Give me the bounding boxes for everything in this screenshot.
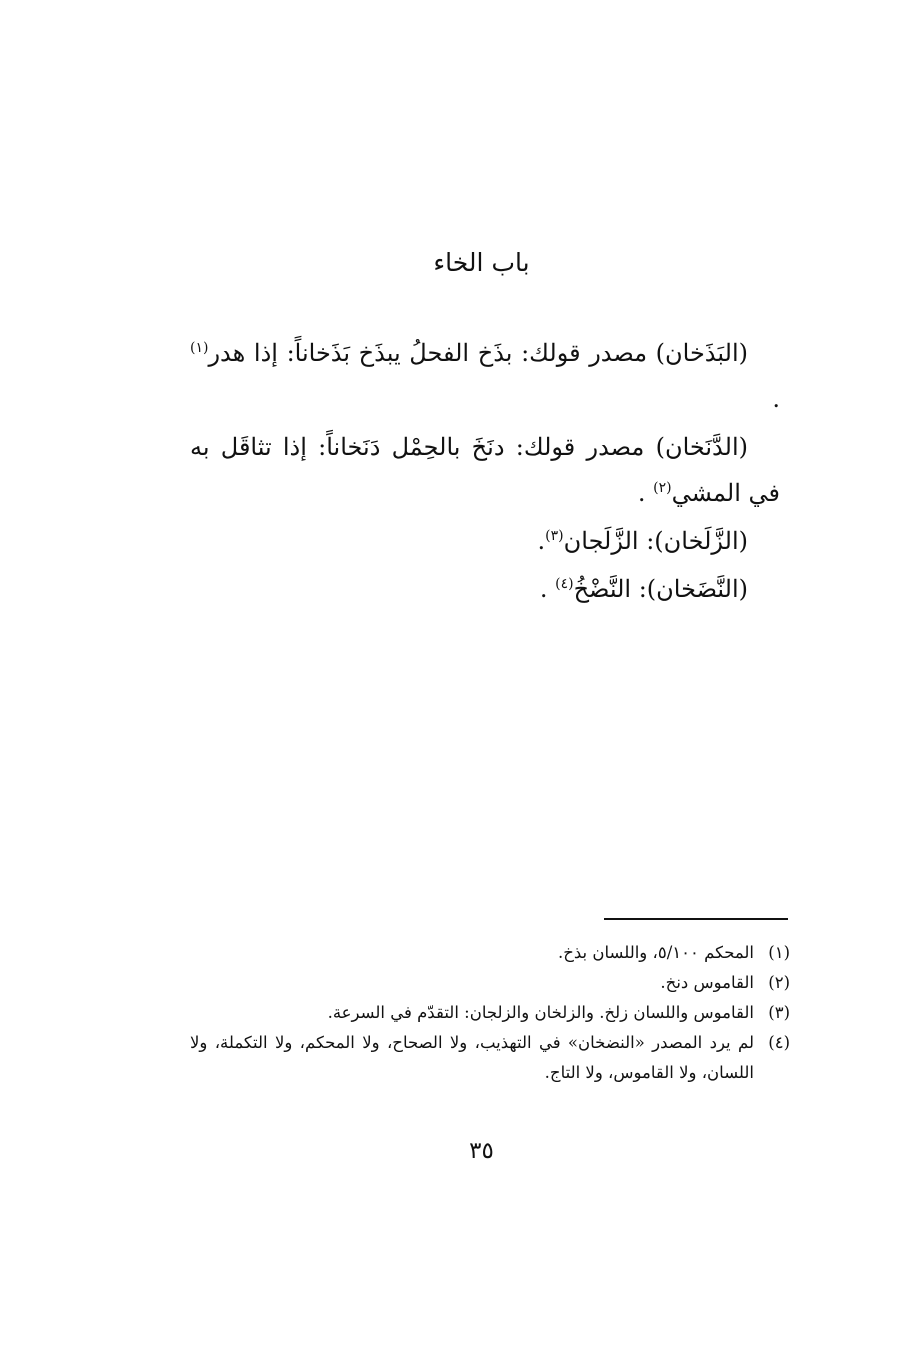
footnote-text: القاموس دنخ. bbox=[660, 973, 754, 992]
footnote-reference[interactable]: (٣) bbox=[545, 528, 564, 544]
entry-zalakhan bbox=[190, 518, 780, 564]
entry-end: . bbox=[637, 479, 646, 507]
footnote-item bbox=[190, 968, 790, 998]
page-number: ٣٥ bbox=[469, 1138, 494, 1164]
footnotes-block bbox=[190, 938, 790, 1088]
entry-end: . bbox=[537, 527, 546, 555]
footnote-text: المحكم ٥/١٠٠، واللسان بذخ. bbox=[557, 943, 754, 962]
footnote-text: القاموس واللسان زلخ. والزلخان والزلجان: التقدّم في السرعة. bbox=[327, 1003, 754, 1022]
footnote-number: (٤) bbox=[768, 1033, 790, 1052]
footnote-number: (٢) bbox=[768, 973, 790, 992]
entry-end: . bbox=[539, 575, 548, 603]
entry-end: . bbox=[772, 385, 780, 413]
entry-text: (البَذَخان) مصدر قولك: بذَخ الفحلُ يبذَخ بَذَخاناً: إذا هدر bbox=[208, 339, 748, 367]
entry-text: (الزَّلَخان): الزَّلَجان bbox=[563, 527, 748, 555]
footnote-number: (٣) bbox=[768, 1003, 790, 1022]
footnote-item bbox=[190, 938, 790, 968]
footnote-separator bbox=[604, 918, 788, 920]
footnote-reference[interactable]: (١) bbox=[190, 340, 209, 356]
footnote-item bbox=[190, 998, 790, 1028]
footnote-item bbox=[190, 1028, 790, 1088]
entry-nadakhan bbox=[190, 566, 780, 612]
entry-badhakhan bbox=[190, 330, 780, 422]
entry-text: (النَّضَخان): النَّضْخُ bbox=[573, 575, 748, 603]
footnote-text: لم يرد المصدر «النضخان» في التهذيب، ولا الصحاح، ولا المحكم، ولا التكملة، ولا اللسان، ولا القاموس، ولا التاج. bbox=[190, 1033, 754, 1082]
entries-block bbox=[190, 330, 780, 614]
entry-text: (الدَّنَخان) مصدر قولك: دنَخَ بالحِمْل دَنَخاناً: إذا تثاقَل به في المشي bbox=[190, 433, 780, 507]
footnote-reference[interactable]: (٢) bbox=[653, 480, 672, 496]
chapter-title: باب الخاء bbox=[433, 248, 530, 277]
entry-danakhan bbox=[190, 424, 780, 516]
footnote-number: (١) bbox=[768, 943, 790, 962]
footnote-reference[interactable]: (٤) bbox=[555, 576, 574, 592]
